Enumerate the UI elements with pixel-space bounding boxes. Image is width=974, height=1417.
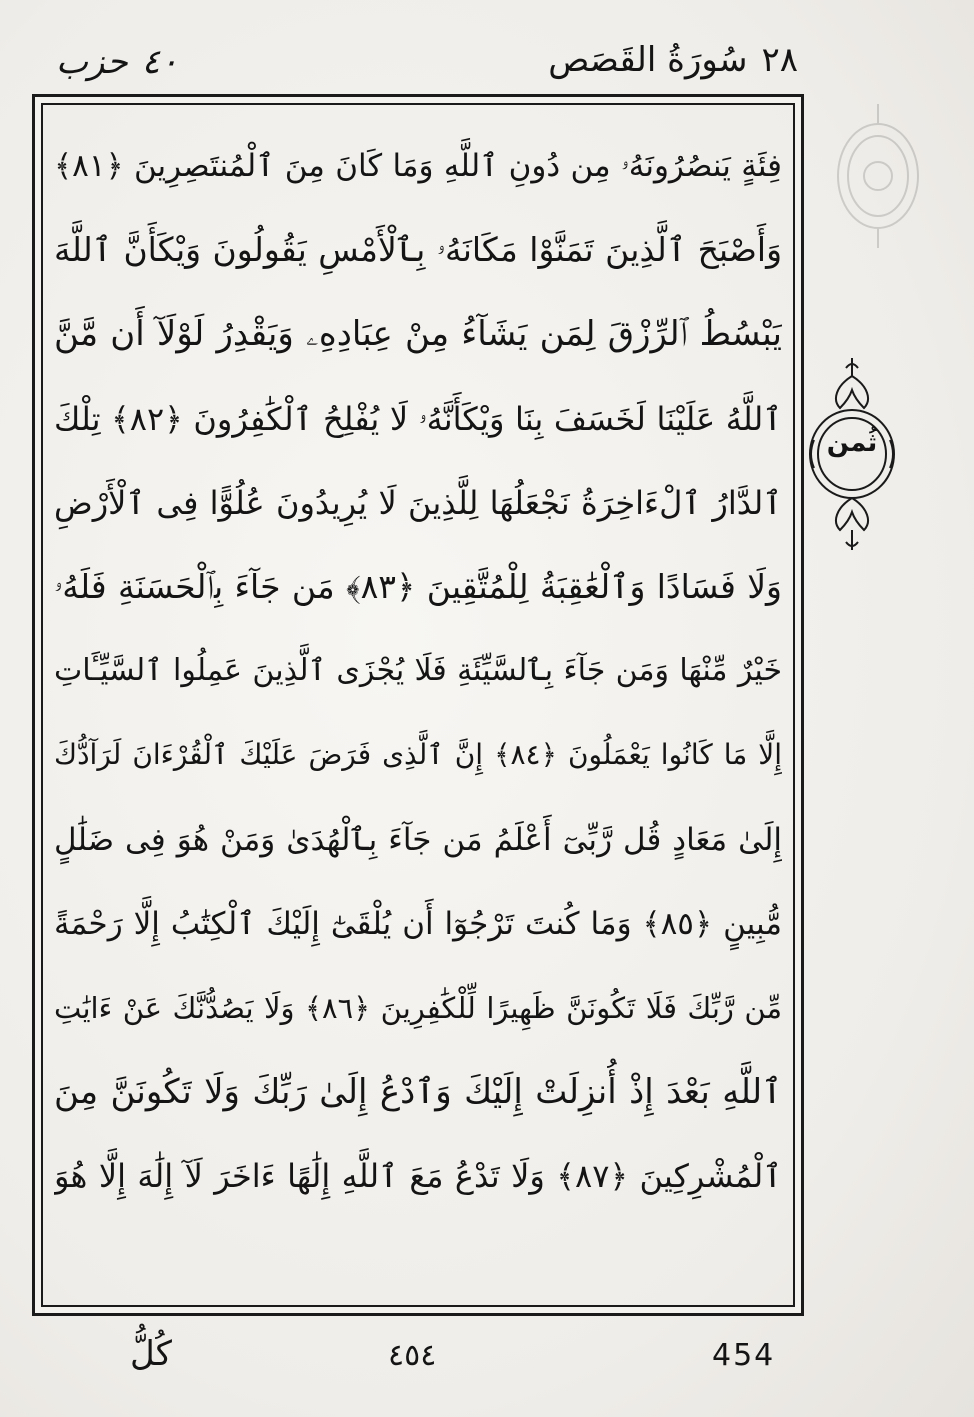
hizb-number: ٤٠ — [141, 42, 179, 82]
faded-medallion-icon — [818, 96, 938, 256]
text-line: وَلَا فَسَادًا وَٱلْعَٰقِبَةُ لِلْمُتَّقِينَ ﴿٨٣﴾ مَن جَآءَ بِٱلْحَسَنَةِ فَلَهُۥ — [54, 566, 782, 606]
text-line: مُّبِينٍ ﴿٨٥﴾ وَمَا كُنتَ تَرْجُوٓا أَن يُلْقَىٰٓ إِلَيْكَ ٱلْكِتَٰبُ إِلَّا رَحْمَةً — [54, 905, 782, 942]
hizb-label: حزب — [56, 42, 128, 82]
rub-el-hizb-ornament-icon — [806, 356, 898, 552]
surah-name: سُورَةُ القَصَص — [548, 40, 748, 80]
text-line: ٱللَّهِ بَعْدَ إِذْ أُنزِلَتْ إِلَيْكَ وَٱدْعُ إِلَىٰ رَبِّكَ وَلَا تَكُونَنَّ مِنَ — [54, 1072, 782, 1113]
text-line: وَأَصْبَحَ ٱلَّذِينَ تَمَنَّوْا مَكَانَهُۥ بِٱلْأَمْسِ يَقُولُونَ وَيْكَأَنَّ ٱللَّهَ — [54, 230, 782, 270]
catchword: كُلُّ — [130, 1334, 172, 1374]
text-line: ٱلْمُشْرِكِينَ ﴿٨٧﴾ وَلَا تَدْعُ مَعَ ٱللَّهِ إِلَٰهًا ءَاخَرَ لَآ إِلَٰهَ إِلَّا هُوَ — [54, 1157, 782, 1196]
surah-number: ٢٨ — [761, 40, 798, 80]
text-line: ٱلدَّارُ ٱلْءَاخِرَةُ نَجْعَلُهَا لِلَّذِينَ لَا يُرِيدُونَ عُلُوًّا فِى ٱلْأَرْضِ — [54, 483, 782, 522]
surah-title — [534, 40, 798, 80]
text-line: إِلَّا مَا كَانُوا يَعْمَلُونَ ﴿٨٤﴾ إِنَّ ٱلَّذِى فَرَضَ عَلَيْكَ ٱلْقُرْءَانَ لَرَآدُّكَ — [54, 738, 782, 772]
text-line — [54, 1218, 782, 1302]
ornament-label: ثُمن — [826, 428, 878, 458]
page-number-latin: 454 — [712, 1338, 776, 1373]
text-line: يَبْسُطُ ٱلرِّزْقَ لِمَن يَشَآءُ مِنْ عِبَادِهِۦ وَيَقْدِرُ لَوْلَآ أَن مَّنَّ — [54, 314, 782, 355]
text-line: ٱللَّهُ عَلَيْنَا لَخَسَفَ بِنَا وَيْكَأَنَّهُۥ لَا يُفْلِحُ ٱلْكَٰفِرُونَ ﴿٨٢﴾ تِلْكَ — [54, 399, 782, 438]
text-line: خَيْرٌ مِّنْهَا وَمَن جَآءَ بِٱلسَّيِّئَةِ فَلَا يُجْزَى ٱلَّذِينَ عَمِلُوا ٱلسَّيِّـَٔاتِ — [54, 653, 782, 689]
page-header — [28, 36, 798, 92]
page-number-arabic: ٤٥٤ — [388, 1338, 437, 1373]
hizb-indicator — [56, 42, 192, 82]
text-line: مِّن رَّبِّكَ فَلَا تَكُونَنَّ ظَهِيرًا لِّلْكَٰفِرِينَ ﴿٨٦﴾ وَلَا يَصُدُّنَّكَ عَنْ ءَايَٰتِ — [54, 990, 782, 1025]
quran-text-block — [54, 124, 782, 1304]
page-footer — [0, 1330, 974, 1400]
text-line: فِئَةٍ يَنصُرُونَهُۥ مِن دُونِ ٱللَّهِ وَمَا كَانَ مِنَ ٱلْمُنتَصِرِينَ ﴿٨١﴾ — [54, 148, 782, 184]
text-line: إِلَىٰ مَعَادٍ قُل رَّبِّىٓ أَعْلَمُ مَن جَآءَ بِٱلْهُدَىٰ وَمَنْ هُوَ فِى ضَلَٰلٍ — [54, 821, 782, 858]
